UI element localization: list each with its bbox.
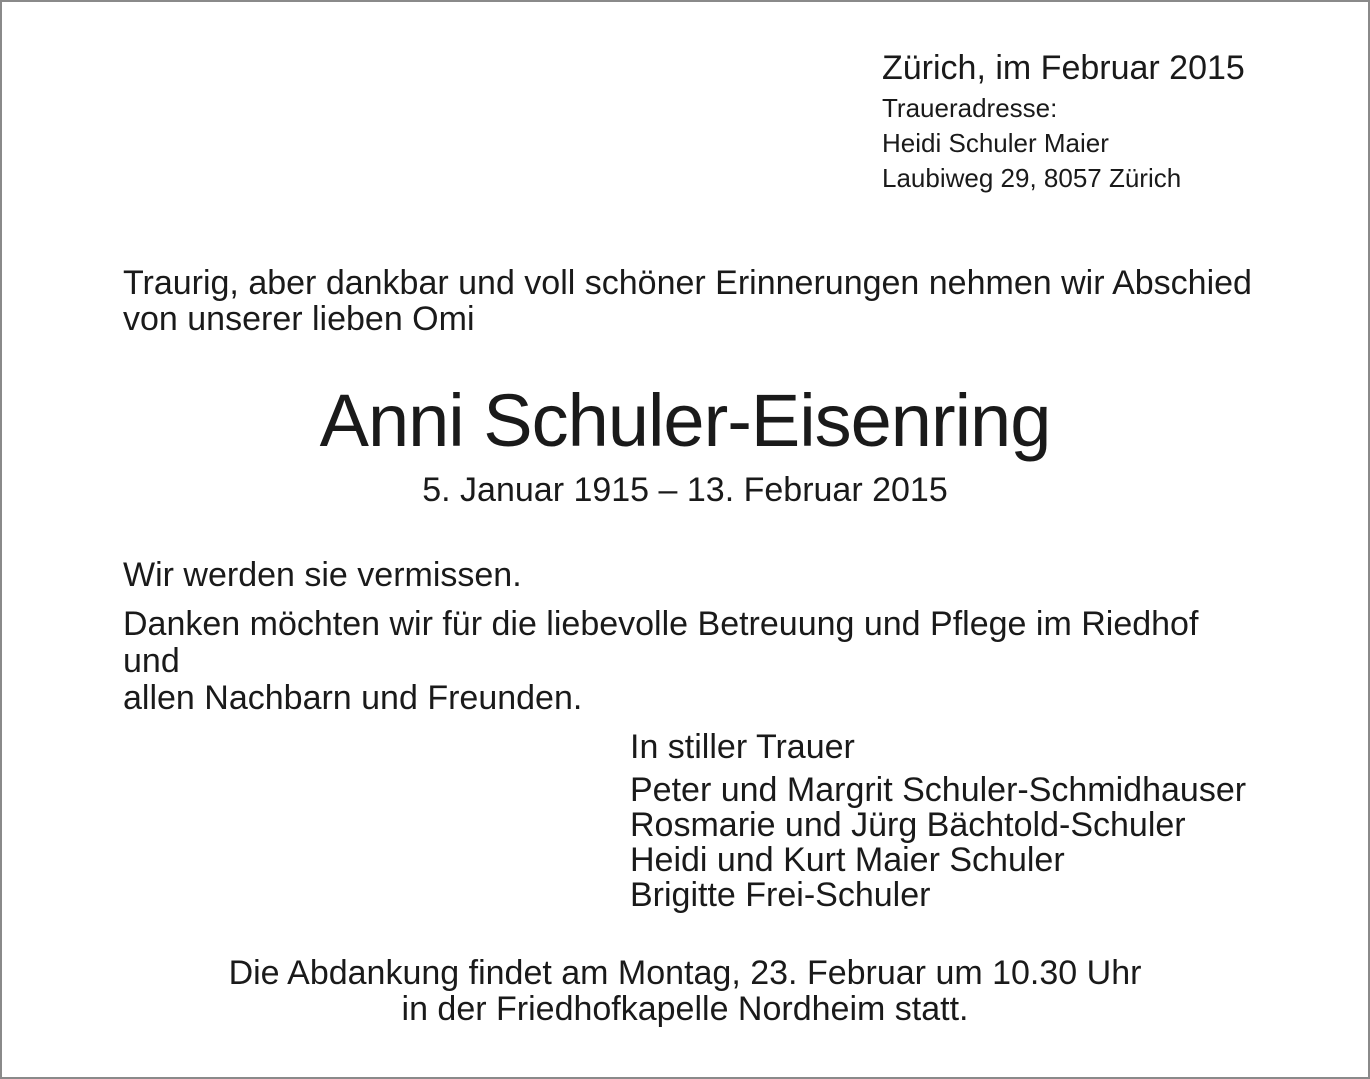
mourner-name: Rosmarie und Jürg Bächtold-Schuler bbox=[630, 806, 1186, 844]
thanks-line-1: Danken möchten wir für die liebevolle Betreuung und Pflege im Riedhof und bbox=[123, 605, 1199, 680]
service-line-2: in der Friedhofkapelle Nordheim statt. bbox=[401, 990, 969, 1028]
mourner-name: Brigitte Frei-Schuler bbox=[630, 876, 931, 914]
service-info bbox=[2, 955, 1368, 1027]
life-dates: 5. Januar 1915 – 13. Februar 2015 bbox=[422, 471, 948, 509]
miss-message: Wir werden sie vermissen. bbox=[123, 556, 522, 594]
intro-text bbox=[123, 265, 1263, 337]
place-date: Zürich, im Februar 2015 bbox=[882, 49, 1245, 87]
intro-line-2: von unserer lieben Omi bbox=[123, 300, 475, 338]
thanks-message bbox=[123, 606, 1263, 717]
address-name: Heidi Schuler Maier bbox=[882, 128, 1109, 158]
address-street: Laubiweg 29, 8057 Zürich bbox=[882, 163, 1182, 193]
deceased-name: Anni Schuler-Eisenring bbox=[319, 379, 1051, 462]
mourner-name: Peter und Margrit Schuler-Schmidhauser bbox=[630, 771, 1247, 809]
intro-line-1: Traurig, aber dankbar und voll schöner Erinnerungen nehmen wir Abschied bbox=[123, 264, 1252, 302]
address-label: Traueradresse: bbox=[882, 93, 1058, 123]
thanks-line-2: allen Nachbarn und Freunden. bbox=[123, 679, 583, 717]
mourner-list bbox=[630, 773, 1246, 913]
service-line-1: Die Abdankung findet am Montag, 23. Februar um 10.30 Uhr bbox=[228, 954, 1142, 992]
mourning-heading: In stiller Trauer bbox=[630, 728, 855, 766]
mourner-name: Heidi und Kurt Maier Schuler bbox=[630, 841, 1065, 879]
